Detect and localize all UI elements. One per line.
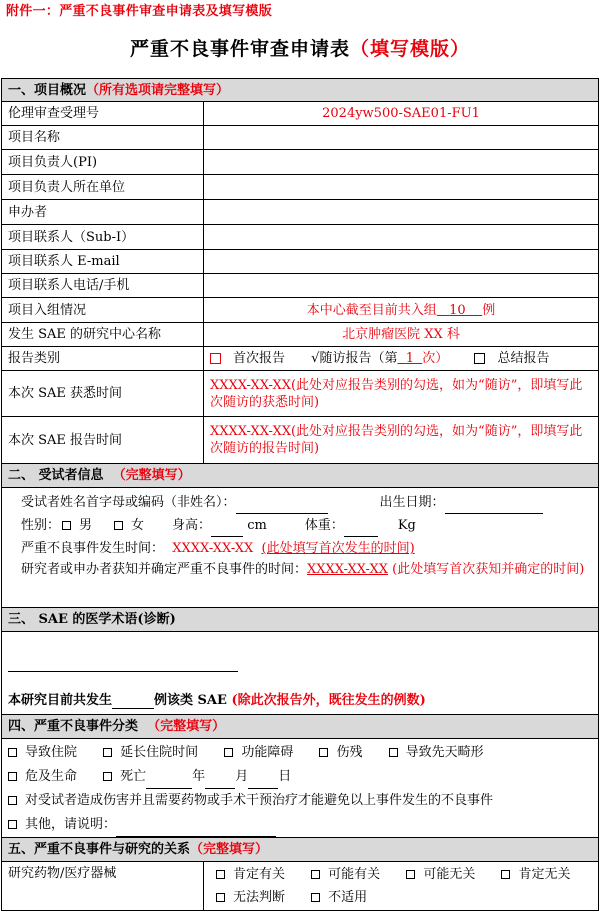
field-label: 本次 SAE 报告时间: [2, 417, 204, 464]
option-definitely-related[interactable]: 肯定有关: [216, 867, 285, 882]
checkbox-icon[interactable]: [8, 796, 17, 805]
subject-info-block: 受试者姓名首字母或编码（非姓名）： 出生日期： 性别： 男 女 身高： cm 体重： Kg 严重不良事件发生时间： XXXX-XX-XX (此处填写首次发生的时间) 研究者或申办者获知并确定严重不良事件的时间：XXXX-XX-XX (此处填写首次获知并确定的时间): [2, 488, 599, 608]
weight-input[interactable]: [344, 522, 378, 537]
section-3-header: 三、 SAE 的医学术语(诊断): [2, 608, 599, 632]
relation-options: [204, 862, 599, 911]
form-title: 严重不良事件审查申请表（填写模版）: [129, 38, 471, 60]
pi-field[interactable]: [204, 150, 599, 175]
report-time-field[interactable]: XXXX-XX-XX(此处对应报告类别的勾选，如为“随访”，即填写此次随访的报告时间): [204, 417, 599, 464]
checkbox-icon[interactable]: [474, 353, 485, 364]
first-report-option[interactable]: 首次报告: [210, 351, 285, 366]
classification-row-2: [8, 765, 592, 789]
pi-unit-field[interactable]: [204, 175, 599, 200]
field-label: 本次 SAE 获悉时间: [2, 371, 204, 417]
case-count-input[interactable]: [112, 694, 154, 709]
option-possibly-related[interactable]: 可能有关: [311, 867, 380, 882]
section-5-header: 五、严重不良事件与研究的关系（完整填写）: [2, 838, 599, 862]
field-label: 伦理审查受理号: [2, 102, 204, 126]
option-life-threatening[interactable]: 危及生命: [8, 769, 77, 784]
field-label: 项目负责人所在单位: [2, 175, 204, 200]
checkbox-icon[interactable]: [114, 521, 123, 530]
event-time-value[interactable]: XXXX-XX-XX: [172, 541, 254, 556]
field-label: 研究药物/医疗器械: [2, 862, 204, 911]
option-disability[interactable]: 伤残: [319, 745, 362, 760]
checkbox-icon[interactable]: [319, 748, 328, 757]
checkbox-icon[interactable]: [224, 748, 233, 757]
field-label: 项目联系人电话/手机: [2, 274, 204, 298]
contact-email-field[interactable]: [204, 250, 599, 274]
option-hospitalization[interactable]: 导致住院: [8, 745, 77, 760]
center-name-field[interactable]: 北京肿瘤医院 XX 科: [204, 323, 599, 347]
aware-time-field[interactable]: XXXX-XX-XX(此处对应报告类别的勾选，如为“随访”，即填写此次随访的获悉时间): [204, 371, 599, 417]
field-label: 项目入组情况: [2, 298, 204, 323]
field-label: 报告类别: [2, 347, 204, 371]
field-label: 发生 SAE 的研究中心名称: [2, 323, 204, 347]
checkbox-icon[interactable]: [62, 521, 71, 530]
checkmark-icon: √: [311, 351, 320, 366]
checkbox-icon[interactable]: [311, 893, 320, 902]
checkbox-icon[interactable]: [103, 772, 112, 781]
classification-row-1: [8, 741, 592, 765]
annex-heading: 附件一：严重不良事件审查申请表及填写模版: [6, 4, 273, 19]
section-2-header: 二、 受试者信息 （完整填写）: [2, 464, 599, 488]
checkbox-icon[interactable]: [8, 748, 17, 757]
checkbox-icon[interactable]: [406, 870, 415, 879]
checkbox-icon[interactable]: [501, 870, 510, 879]
contact-phone-field[interactable]: [204, 274, 599, 298]
sponsor-field[interactable]: [204, 200, 599, 225]
height-input[interactable]: [211, 522, 243, 537]
option-death[interactable]: 死亡 年 月 日: [103, 769, 291, 784]
field-label: 申办者: [2, 200, 204, 225]
report-type-options: [204, 347, 599, 371]
option-prolonged-stay[interactable]: 延长住院时间: [103, 745, 198, 760]
checkbox-icon[interactable]: [210, 353, 221, 364]
option-possibly-unrelated[interactable]: 可能无关: [406, 867, 475, 882]
option-definitely-unrelated[interactable]: 肯定无关: [501, 867, 570, 882]
checkbox-icon[interactable]: [216, 893, 225, 902]
checkbox-icon[interactable]: [311, 870, 320, 879]
option-other[interactable]: 其他，请说明：: [8, 813, 592, 837]
option-dysfunction[interactable]: 功能障碍: [224, 745, 293, 760]
option-intervention[interactable]: 对受试者造成伤害并且需要药物或手术干预治疗才能避免以上事件发生的不良事件: [8, 789, 592, 813]
other-input[interactable]: [116, 822, 276, 837]
ethics-number-field[interactable]: 2024yw500-SAE01-FU1: [204, 102, 599, 126]
event-classification-block: [2, 739, 599, 838]
initials-input[interactable]: [236, 499, 328, 514]
section-4-header: 四、严重不良事件分类 （完整填写）: [2, 715, 599, 739]
enrollment-field[interactable]: 本中心截至目前共入组 10 例: [204, 298, 599, 323]
checkbox-icon[interactable]: [103, 748, 112, 757]
checkbox-icon[interactable]: [8, 820, 17, 829]
diagnosis-block: 本研究目前共发生 例该类 SAE (除此次报告外，既往发生的例数): [2, 632, 599, 715]
followup-report-option[interactable]: √随访报告（第 1 次）: [311, 351, 449, 366]
option-undetermined[interactable]: 无法判断: [216, 890, 285, 905]
option-not-applicable[interactable]: 不适用: [311, 890, 367, 905]
section-1-header: 一、项目概况（所有选项请完整填写）: [2, 79, 599, 102]
field-label: 项目联系人 E-mail: [2, 250, 204, 274]
field-label: 项目名称: [2, 126, 204, 150]
field-label: 项目负责人(PI): [2, 150, 204, 175]
contact-field[interactable]: [204, 225, 599, 250]
field-label: 项目联系人（Sub-I）: [2, 225, 204, 250]
checkbox-icon[interactable]: [8, 772, 17, 781]
project-name-field[interactable]: [204, 126, 599, 150]
birthdate-input[interactable]: [445, 499, 543, 514]
confirm-time-value[interactable]: XXXX-XX-XX: [307, 562, 388, 577]
checkbox-icon[interactable]: [216, 870, 225, 879]
checkbox-icon[interactable]: [389, 748, 398, 757]
diagnosis-input[interactable]: [8, 663, 238, 672]
sae-form-table: [1, 78, 599, 911]
option-congenital[interactable]: 导致先天畸形: [389, 745, 484, 760]
final-report-option[interactable]: 总结报告: [474, 351, 549, 366]
